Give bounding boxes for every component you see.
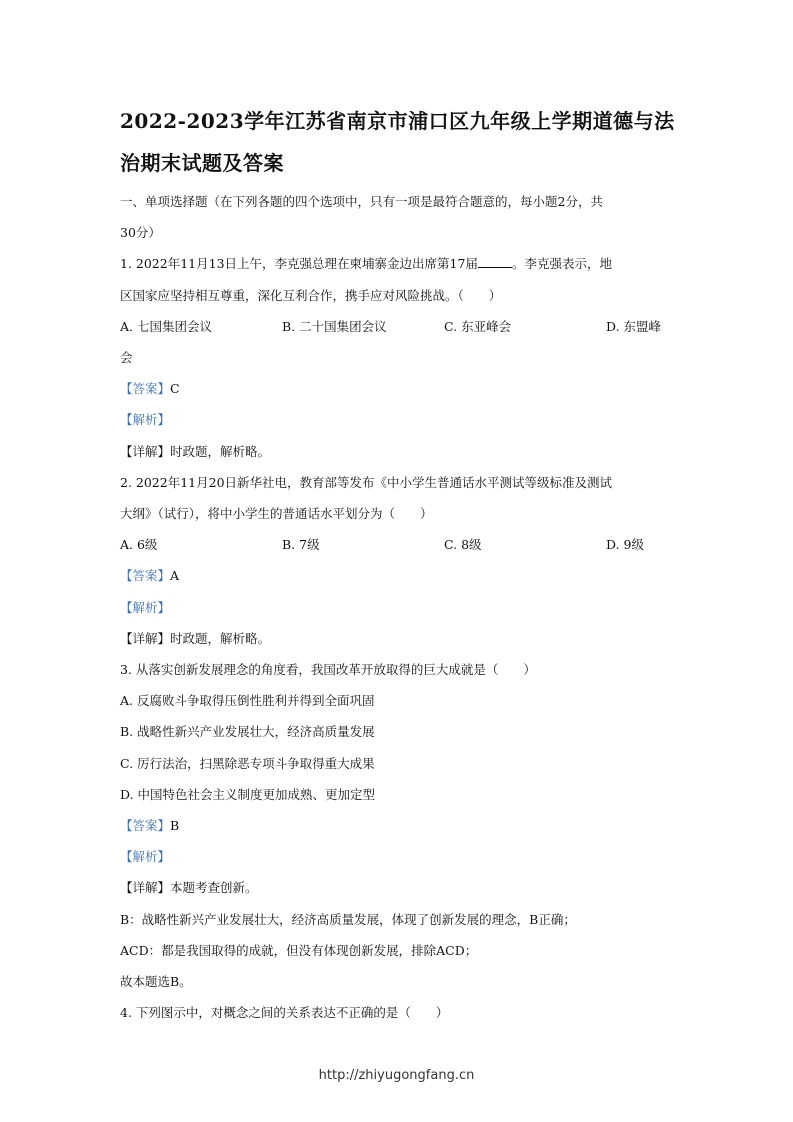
q2-detail: 【详解】时政题，解析略。 [120, 630, 271, 646]
q3-answer-tag: 【答案】 [120, 818, 171, 834]
q2-stem-line-1: 2. 2022年11月20日新华社电，教育部等发布《中小学生普通话水平测试等级标准及测试 [120, 474, 613, 490]
q3-explanation-2: ACD：都是我国取得的成就，但没有体现创新发展，排除ACD； [120, 942, 478, 958]
q2-stem-line-2: 大纲》（试行），将中小学生的普通话水平划分为（ ） [120, 506, 433, 522]
q1-option-b: B. 二十国集团会议 [282, 318, 387, 334]
q2-answer [120, 560, 676, 591]
q1-answer [120, 373, 676, 404]
q3-explanation-1: B：战略性新兴产业发展壮大，经济高质量发展，体现了创新发展的理念，B正确； [120, 911, 576, 927]
q2-option-c: C. 8级 [444, 537, 482, 553]
q2-option-a: A. 6级 [120, 537, 158, 553]
q3-answer [120, 810, 676, 841]
q1-fill-blank [478, 255, 512, 268]
section-heading-line-1: 一、单项选择题（在下列各题的四个选项中，只有一项是最符合题意的，每小题2分，共 [120, 194, 603, 209]
q1-options [120, 311, 676, 342]
title-line-1: 2022-2023学年江苏省南京市浦口区九年级上学期道德与法 [120, 109, 675, 133]
q1-detail: 【详解】时政题，解析略。 [120, 443, 271, 459]
q3-answer-value: B [170, 818, 180, 834]
q1-stem-line-2: 区国家应坚持相互尊重，深化互利合作，携手应对风险挑战。（ ） [120, 287, 502, 303]
title-line-2: 治期末试题及答案 [120, 151, 284, 175]
q2-answer-tag: 【答案】 [120, 568, 171, 584]
q1-stem-part-a: 1. 2022年11月13日上午，李克强总理在柬埔寨金边出席第17届 [120, 256, 478, 272]
q3-option-b: B. 战略性新兴产业发展壮大，经济高质量发展 [120, 724, 375, 740]
q3-analysis-tag: 【解析】 [120, 849, 171, 865]
q4-stem: 4. 下列图示中，对概念之间的关系表达不正确的是（ ） [120, 1005, 449, 1021]
q3-detail: 【详解】本题考查创新。 [120, 880, 258, 896]
q3-explanation-3: 故本题选B。 [120, 974, 192, 990]
q2-option-d: D. 9级 [606, 537, 644, 553]
q1-option-d: D. 东盟峰 [606, 318, 662, 334]
q1-stem-part-b: 。李克强表示，地 [511, 256, 612, 272]
q2-analysis-tag: 【解析】 [120, 599, 171, 615]
q3-option-a: A. 反腐败斗争取得压倒性胜利并得到全面巩固 [120, 693, 375, 709]
q1-option-a: A. 七国集团会议 [120, 318, 212, 334]
q1-option-c: C. 东亚峰会 [444, 318, 512, 334]
q1-answer-value: C [170, 381, 180, 397]
q2-options [120, 529, 676, 560]
q1-answer-tag: 【答案】 [120, 381, 171, 397]
section-heading-line-2: 30分） [120, 225, 161, 241]
footer-url[interactable]: http://zhiyugongfang.cn [318, 1068, 475, 1083]
document-title [120, 100, 676, 184]
q3-option-c: C. 厉行法治，扫黑除恶专项斗争取得重大成果 [120, 755, 375, 771]
document-page [120, 100, 676, 1028]
q1-stem-line-1 [120, 248, 676, 279]
q1-analysis-tag: 【解析】 [120, 412, 171, 428]
q2-answer-value: A [170, 568, 180, 584]
q3-stem: 3. 从落实创新发展理念的角度看，我国改革开放取得的巨大成就是（ ） [120, 662, 536, 678]
q1-option-d-continued: 会 [120, 350, 133, 366]
q3-option-d: D. 中国特色社会主义制度更加成熟、更加定型 [120, 786, 376, 802]
q2-option-b: B. 7级 [282, 537, 320, 553]
